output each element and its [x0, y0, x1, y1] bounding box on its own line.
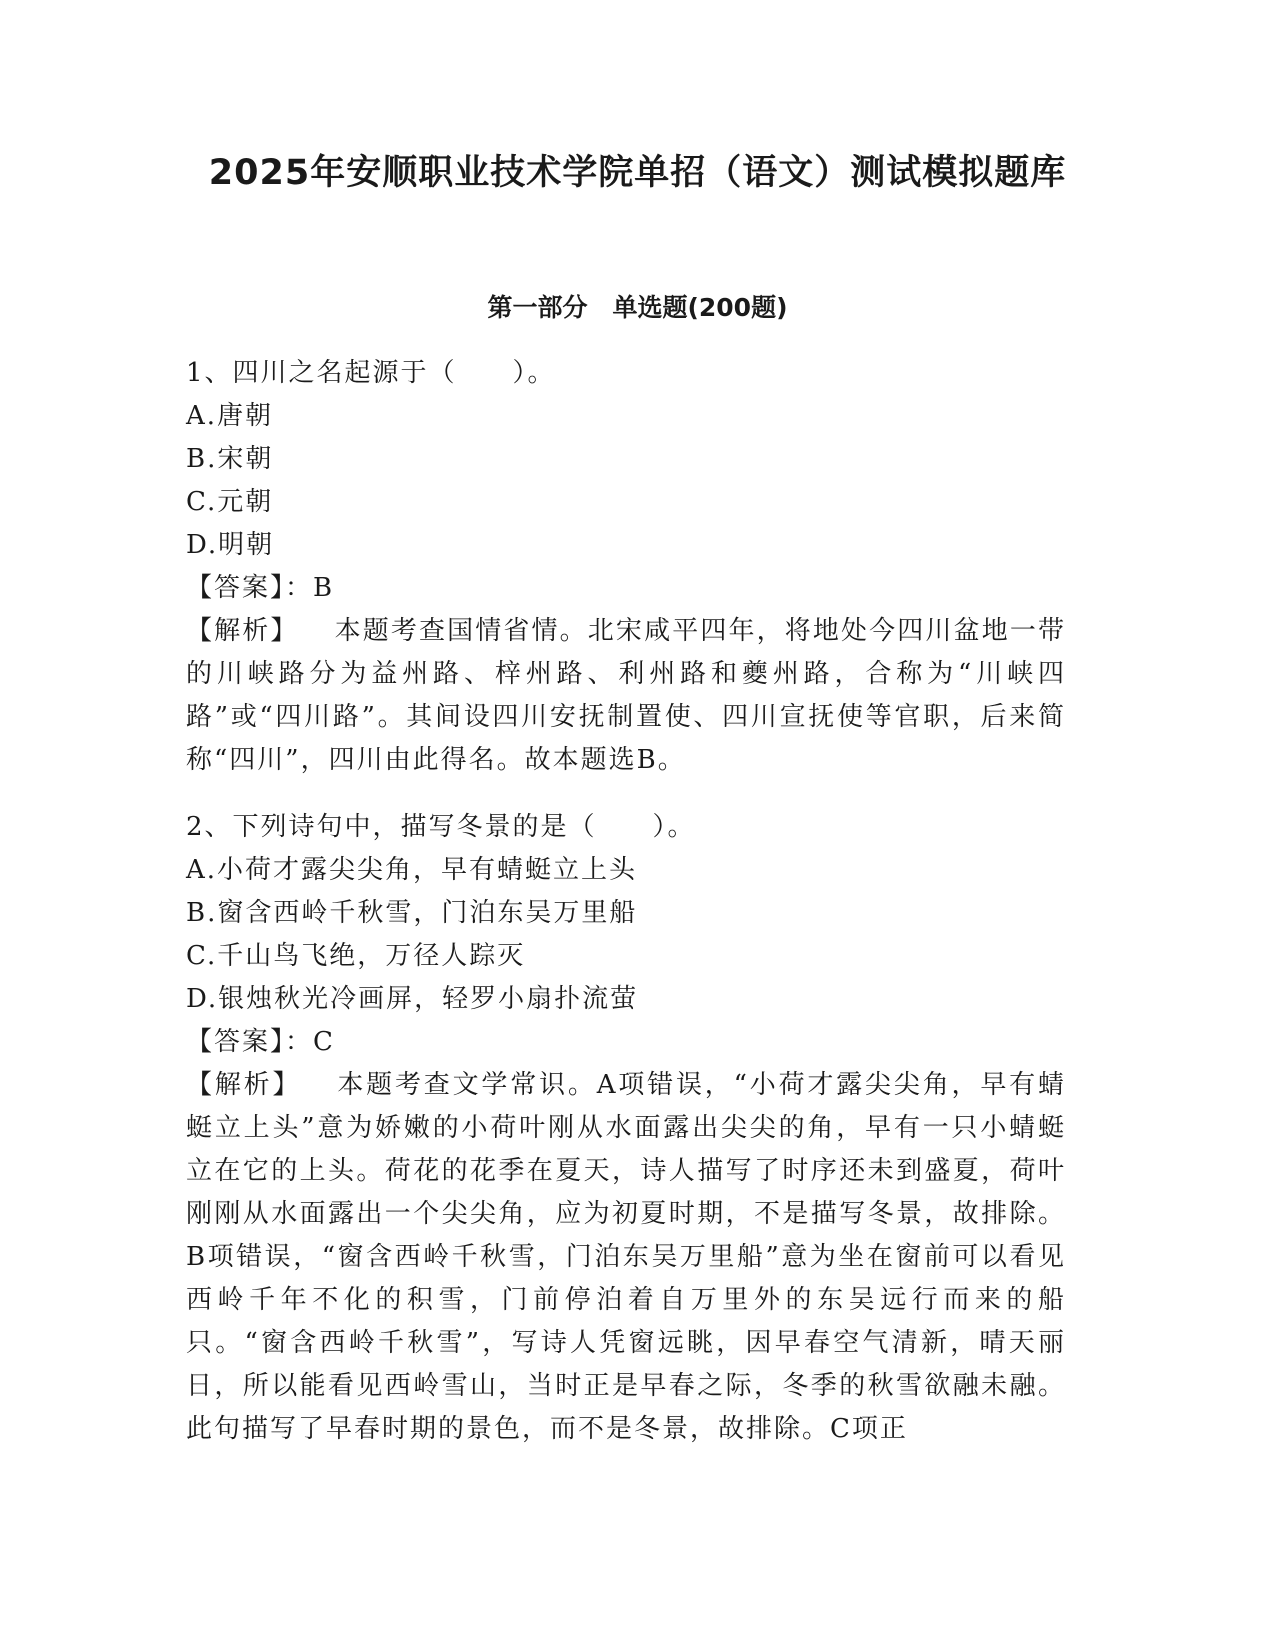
- answer-value: C: [313, 1027, 335, 1057]
- option-d: D.银烛秋光冷画屏，轻罗小扇扑流萤: [186, 984, 639, 1014]
- analysis-text: 本题考查国情省情。北宋咸平四年，将地处今四川盆地一带的川峡路分为益州路、梓州路、利州路和夔州路，合称为“川峡四路”或“四川路”。其间设四川安抚制置使、四川宣抚使等官职，后来简称“四川”，四川由此得名。故本题选B。: [186, 616, 1066, 775]
- question-stem: 2、下列诗句中，描写冬景的是（ ）。: [186, 812, 696, 842]
- option-a: A.小荷才露尖尖角，早有蜻蜓立上头: [186, 855, 638, 885]
- answer-label: 【答案】：: [186, 573, 314, 603]
- analysis-text: 本题考查文学常识。A项错误，“小荷才露尖尖角，早有蜻蜓立上头”意为娇嫩的小荷叶刚从水面露出尖尖的角，早有一只小蜻蜓立在它的上头。荷花的花季在夏天，诗人描写了时序还未到盛夏，荷叶刚刚从水面露出一个尖尖角，应为初夏时期，不是描写冬景，故排除。B项错误，“窗含西岭千秋雪，门泊东吴万里船”意为坐在窗前可以看见西岭千年不化的积雪，门前停泊着自万里外的东吴远行而来的船只。“窗含西岭千秋雪”，写诗人凭窗远眺，因早春空气清新，晴天丽日，所以能看见西岭雪山，当时正是早春之际，冬季的秋雪欲融未融。此句描写了早春时期的景色，而不是冬景，故排除。C项正: [186, 1070, 1066, 1444]
- answer-line: [186, 567, 1066, 610]
- option-d: D.明朝: [186, 530, 275, 560]
- answer-label: 【答案】：: [186, 1027, 314, 1057]
- option-c: C.千山鸟飞绝，万径人踪灭: [186, 941, 526, 971]
- option-a: A.唐朝: [186, 401, 274, 431]
- option-b: B.宋朝: [186, 444, 274, 474]
- document-title: 2025年安顺职业技术学院单招（语文）测试模拟题库: [208, 153, 1067, 193]
- option-b: B.窗含西岭千秋雪，门泊东吴万里船: [186, 898, 638, 928]
- question-stem: 1、四川之名起源于（ ）。: [186, 358, 556, 388]
- analysis-label: 【解析】: [186, 1070, 302, 1100]
- question-2: [186, 806, 1066, 1451]
- analysis-paragraph: [186, 1064, 1066, 1451]
- analysis-paragraph: [186, 610, 1066, 782]
- option-c: C.元朝: [186, 487, 274, 517]
- answer-value: B: [313, 573, 335, 603]
- analysis-label: 【解析】: [186, 616, 299, 646]
- answer-line: [186, 1021, 1066, 1064]
- question-1: [186, 352, 1066, 782]
- section-title: 第一部分 单选题(200题): [487, 293, 788, 322]
